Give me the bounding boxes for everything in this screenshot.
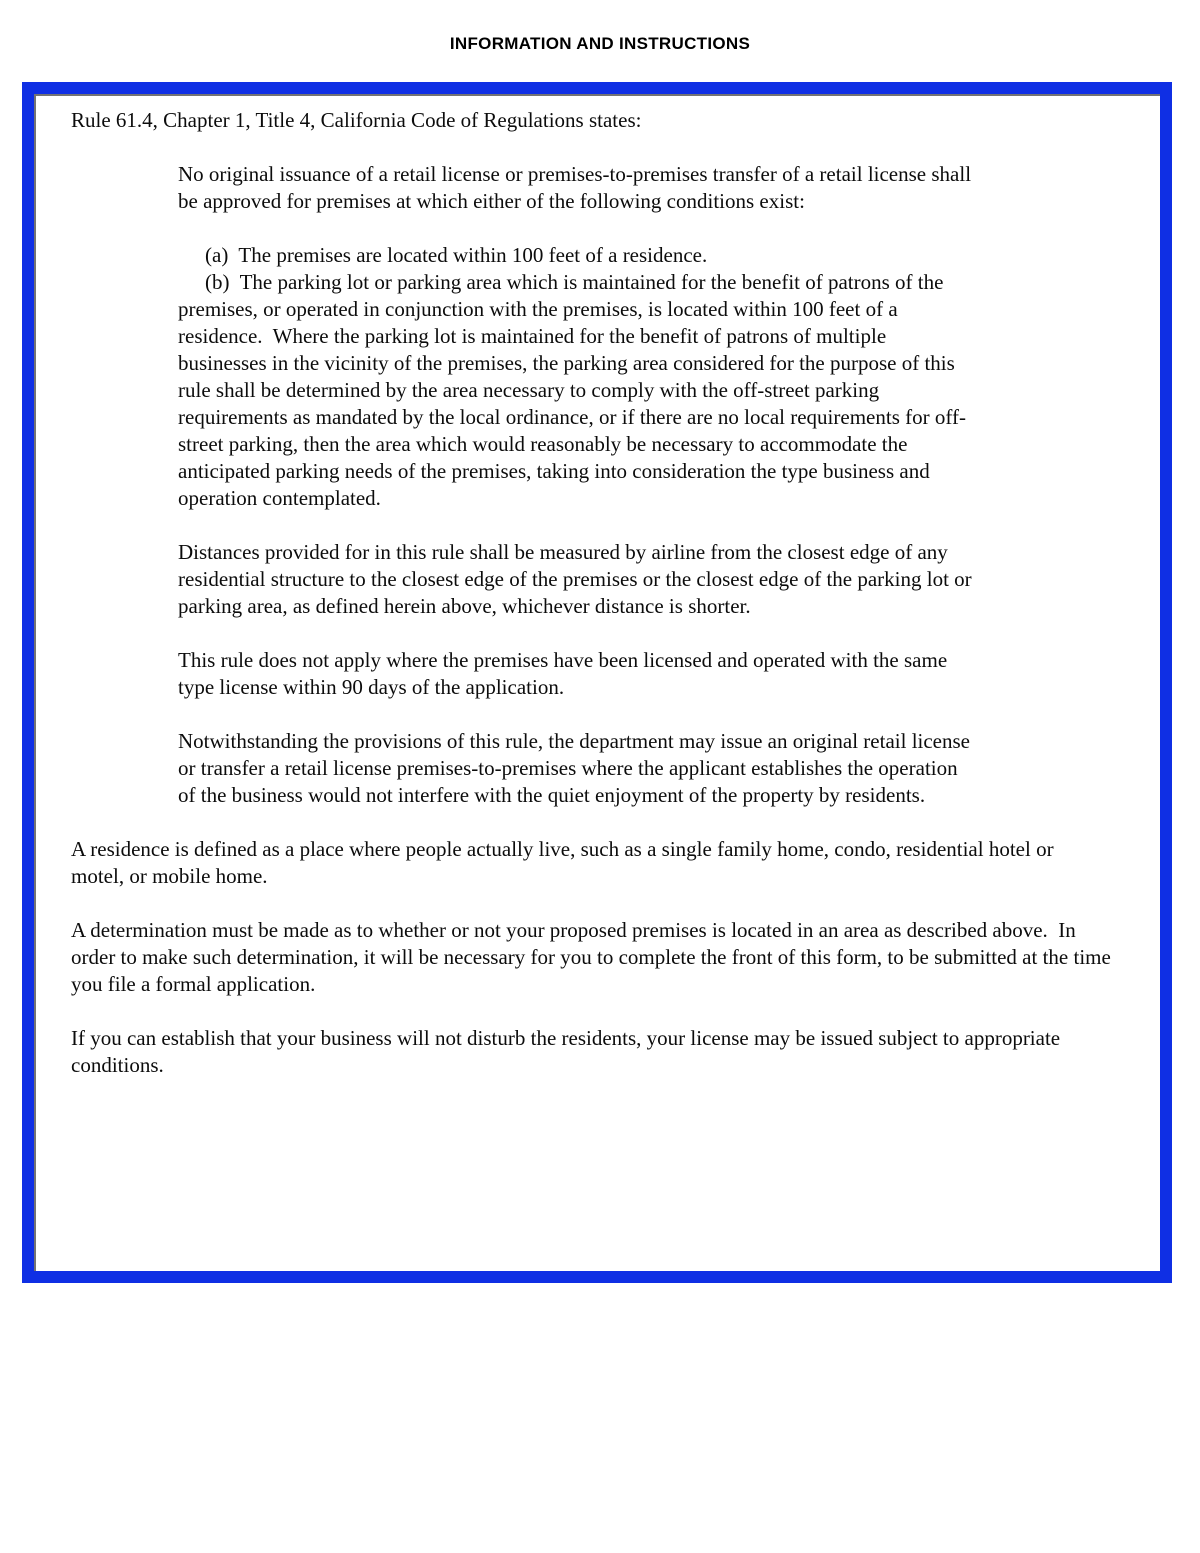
paragraph-distances: Distances provided for in this rule shall be measured by airline from the closest edge of any residential structure to the closest edge of the premises or the closest edge of the parking lot or parking area, as defined herein above, whichever distance is shorter. bbox=[178, 540, 977, 618]
rule-box bbox=[22, 82, 1172, 1283]
paragraph-ninety-days: This rule does not apply where the premises have been licensed and operated with the same type license within 90 days of the application. bbox=[178, 648, 953, 699]
paragraph-condition-b: (b) The parking lot or parking area which is maintained for the benefit of patrons of the premises, or operated in conjunction with the premises, is located within 100 feet of a residence. Where the parking lot is maintained for the benefit of patrons of multiple businesses in the vicinity of the premises, the parking area considered for the purpose of this rule shall be determined by the area necessary to comply with the off-street parking requirements as mandated by the local ordinance, or if there are no local requirements for off-street parking, then the area which would reasonably be necessary to accommodate the anticipated parking needs of the premises, taking into consideration the type business and operation contemplated. bbox=[178, 270, 966, 510]
paragraph-conditions: If you can establish that your business will not disturb the residents, your license may be issued subject to appropriate conditions. bbox=[71, 1026, 1066, 1077]
page-title: INFORMATION AND INSTRUCTIONS bbox=[449, 34, 751, 53]
rule-text-block bbox=[178, 161, 978, 809]
paragraph-rule-intro: No original issuance of a retail license or premises-to-premises transfer of a retail license shall be approved for premises at which either of the following conditions exist: bbox=[178, 162, 977, 213]
rule-heading: Rule 61.4, Chapter 1, Title 4, California Code of Regulations states: bbox=[71, 108, 642, 132]
paragraph-notwithstanding: Notwithstanding the provisions of this rule, the department may issue an original retail license or transfer a retail license premises-to-premises where the applicant establishes the operation of the business would not interfere with the quiet enjoyment of the property by residents. bbox=[178, 729, 976, 807]
paragraph-determination: A determination must be made as to whether or not your proposed premises is located in an area as described above. In order to make such determination, it will be necessary for you to complete the front of this form, to be submitted at the time you file a formal application. bbox=[71, 918, 1117, 996]
paragraph-condition-a: (a) The premises are located within 100 feet of a residence. bbox=[205, 243, 708, 267]
paragraph-residence-definition: A residence is defined as a place where people actually live, such as a single family home, condo, residential hotel or motel, or mobile home. bbox=[71, 837, 1059, 888]
